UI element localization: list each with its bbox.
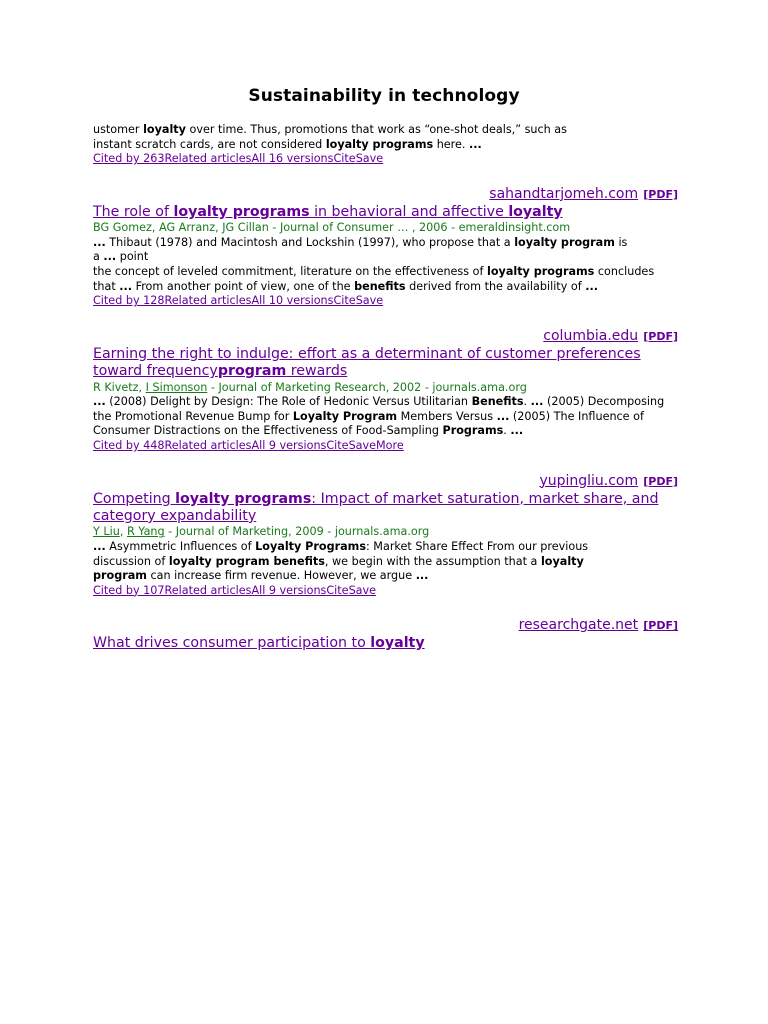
result-source — [93, 184, 678, 204]
bold-term: loyalty — [508, 203, 563, 220]
search-result — [93, 326, 678, 454]
snippet-line — [93, 265, 678, 280]
snippet-line — [93, 569, 678, 584]
text-run: : Impact of market saturation, market share, and — [311, 490, 659, 507]
result-title-link[interactable] — [93, 508, 678, 525]
text-run: that — [93, 279, 120, 293]
snippet-line — [93, 138, 678, 153]
page-title: Sustainability in technology — [248, 86, 520, 106]
link-related-articles[interactable]: Related articles — [164, 583, 252, 597]
pdf-link[interactable]: [PDF] — [643, 619, 678, 633]
bold-term: Loyalty Programs — [255, 539, 366, 553]
result-title-link[interactable] — [93, 204, 678, 221]
text-run: Competing — [93, 490, 176, 507]
bold-term: ... — [530, 395, 544, 409]
link-related-articles[interactable]: Related articles — [164, 294, 252, 308]
snippet-line — [93, 250, 678, 265]
text-run: toward frequency — [93, 363, 218, 380]
text-run: What drives consumer participation to — [93, 635, 371, 652]
bold-term: loyalty programs — [173, 203, 310, 220]
bold-term: program — [93, 569, 147, 583]
link-save[interactable]: Save — [348, 583, 377, 597]
bold-term: ... — [510, 424, 524, 438]
link-cite[interactable]: Cite — [326, 438, 349, 452]
result-links — [93, 294, 678, 309]
link-all-10-versions[interactable]: All 10 versions — [251, 294, 334, 308]
text-run: From another point of view, one of the — [132, 279, 355, 293]
link-save[interactable]: Save — [355, 294, 384, 308]
text-run: The role of — [93, 203, 174, 220]
text-run: rewards — [286, 363, 348, 380]
author-link[interactable]: Y Liu — [93, 525, 120, 539]
bold-term: loyalty programs — [487, 264, 595, 278]
result-title-link[interactable] — [93, 635, 678, 652]
search-result — [93, 184, 678, 309]
link-all-9-versions[interactable]: All 9 versions — [251, 583, 327, 597]
bold-term: loyalty program — [514, 235, 615, 249]
snippet-line — [93, 540, 678, 555]
snippet-line — [93, 555, 678, 570]
text-run: over time. Thus, promotions that work as “one-shot deals,” such as — [185, 123, 567, 136]
bold-term: Loyalty Program — [292, 409, 398, 423]
snippet-line — [93, 424, 678, 439]
bold-term: ... — [93, 539, 106, 553]
pdf-link[interactable]: [PDF] — [643, 474, 678, 488]
link-all-9-versions[interactable]: All 9 versions — [251, 438, 327, 452]
link-cite[interactable]: Cite — [333, 294, 356, 308]
bold-term: loyalty — [370, 635, 425, 652]
link-save[interactable]: Save — [355, 152, 384, 166]
result-links — [93, 152, 678, 167]
text-run: is — [614, 235, 628, 249]
link-all-16-versions[interactable]: All 16 versions — [251, 152, 334, 166]
text-run: Earning the right to indulge: effort as a determinant of customer preferences — [93, 345, 641, 362]
snippet-line — [93, 280, 678, 295]
text-run: : Market Share Effect From our previous — [365, 539, 589, 553]
link-more[interactable]: More — [376, 438, 404, 452]
result-links — [93, 584, 678, 599]
link-cited-by-448[interactable]: Cited by 448 — [93, 438, 165, 452]
link-cite[interactable]: Cite — [326, 583, 349, 597]
bold-term: loyalty — [143, 123, 186, 136]
author-link[interactable]: R Yang — [126, 525, 165, 539]
search-results — [93, 123, 678, 653]
snippet-line — [93, 123, 678, 138]
search-result — [93, 471, 678, 599]
result-title-link[interactable] — [93, 363, 678, 380]
bold-term: ... — [93, 395, 106, 409]
source-domain-link[interactable]: researchgate.net — [518, 617, 639, 634]
text-run: R Kivetz, — [93, 380, 146, 394]
bold-term: Programs — [442, 424, 504, 438]
bold-term: ... — [119, 279, 133, 293]
result-title-link[interactable] — [93, 346, 678, 363]
text-run: - Journal of Marketing, 2009 - journals.ama.org — [164, 525, 430, 539]
text-run: . — [523, 395, 531, 409]
link-cited-by-263[interactable]: Cited by 263 — [93, 152, 165, 166]
snippet-line — [93, 395, 678, 410]
result-source — [93, 615, 678, 635]
text-run: , we begin with the assumption that a — [324, 554, 541, 568]
text-run: the Promotional Revenue Bump for — [93, 409, 293, 423]
text-run: (2008) Delight by Design: The Role of Hedonic Versus Utilitarian — [105, 395, 472, 409]
result-authors — [93, 221, 678, 236]
text-run: (2005) The Influence of — [509, 409, 644, 423]
text-run: derived from the availability of — [405, 279, 586, 293]
text-run: Thibaut (1978) and Macintosh and Lockshin (1997), who propose that a — [105, 235, 515, 249]
link-related-articles[interactable]: Related articles — [164, 152, 252, 166]
bold-term: program — [217, 363, 287, 380]
pdf-link[interactable]: [PDF] — [643, 329, 678, 343]
bold-term: benefits — [354, 279, 406, 293]
text-run: , — [119, 525, 127, 539]
text-run: ustomer — [93, 123, 144, 136]
link-related-articles[interactable]: Related articles — [164, 438, 252, 452]
bold-term: loyalty program benefits — [168, 554, 325, 568]
source-domain-link[interactable]: yupingliu.com — [539, 472, 639, 489]
text-run: category expandability — [93, 507, 257, 524]
source-domain-link[interactable]: sahandtarjomeh.com — [489, 185, 639, 202]
search-result — [93, 615, 678, 652]
result-authors — [93, 381, 678, 396]
snippet-line — [93, 236, 678, 251]
text-run: (2005) Decomposing — [543, 395, 665, 409]
pdf-link[interactable]: [PDF] — [643, 187, 678, 201]
text-run: the concept of leveled commitment, literature on the effectiveness of — [93, 264, 487, 278]
text-run: instant scratch cards, are not considered — [93, 137, 326, 151]
text-run: point — [116, 250, 149, 264]
source-domain-link[interactable]: columbia.edu — [543, 327, 639, 344]
text-run: Members Versus — [397, 409, 497, 423]
link-save[interactable]: Save — [348, 438, 377, 452]
result-links — [93, 439, 678, 454]
bold-term: ... — [103, 250, 117, 264]
text-run: Consumer Distractions on the Effectiveness of Food-Sampling — [93, 424, 443, 438]
text-run: here. — [433, 137, 470, 151]
intro-result — [93, 123, 678, 167]
bold-term: ... — [469, 137, 482, 151]
text-run: - Journal of Marketing Research, 2002 - journals.ama.org — [207, 380, 527, 394]
bold-term: ... — [93, 235, 106, 249]
bold-term: loyalty programs — [325, 137, 434, 151]
result-authors — [93, 525, 678, 540]
bold-term: ... — [415, 569, 429, 583]
snippet-line — [93, 410, 678, 425]
text-run: BG Gomez, AG Arranz, JG Cillan - Journal of Consumer … , 2006 - emeraldinsight.com — [93, 221, 571, 235]
text-run: in behavioral and affective — [309, 203, 509, 220]
text-run: Asymmetric Influences of — [105, 539, 256, 553]
result-source — [93, 471, 678, 491]
bold-term: ... — [496, 409, 510, 423]
text-run: concludes — [594, 264, 655, 278]
link-cite[interactable]: Cite — [333, 152, 356, 166]
bold-term: loyalty programs — [175, 490, 312, 507]
author-link[interactable]: I Simonson — [145, 380, 208, 394]
text-run: a — [93, 250, 104, 264]
bold-term: Benefits — [471, 395, 524, 409]
result-source — [93, 326, 678, 346]
link-cited-by-107[interactable]: Cited by 107 — [93, 583, 165, 597]
result-title-link[interactable] — [93, 491, 678, 508]
text-run: discussion of — [93, 554, 169, 568]
bold-term: ... — [585, 279, 598, 293]
bold-term: loyalty — [540, 554, 584, 568]
text-run: can increase firm revenue. However, we argue — [146, 569, 416, 583]
link-cited-by-128[interactable]: Cited by 128 — [93, 294, 165, 308]
text-run: . — [503, 424, 511, 438]
